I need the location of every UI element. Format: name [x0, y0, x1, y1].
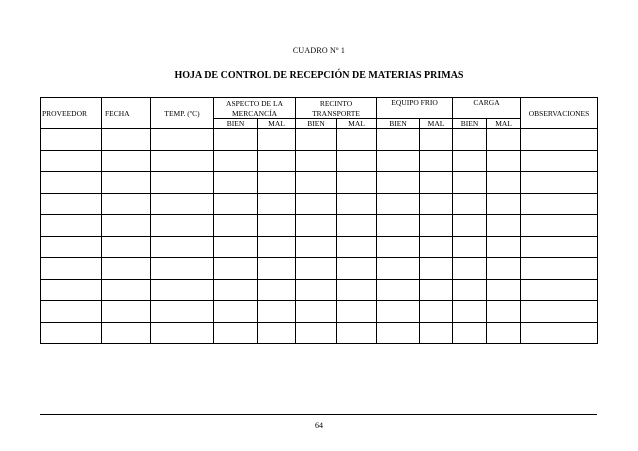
table-cell[interactable]	[420, 236, 453, 258]
table-cell[interactable]	[41, 215, 102, 237]
table-cell[interactable]	[41, 129, 102, 151]
table-cell[interactable]	[487, 215, 521, 237]
table-cell[interactable]	[453, 258, 487, 280]
table-cell[interactable]	[258, 172, 296, 194]
table-cell[interactable]	[521, 236, 598, 258]
table-cell[interactable]	[377, 193, 420, 215]
table-cell[interactable]	[337, 258, 377, 280]
table-row	[41, 258, 598, 280]
table-cell[interactable]	[102, 172, 151, 194]
table-cell[interactable]	[337, 322, 377, 344]
table-cell[interactable]	[337, 301, 377, 323]
table-cell[interactable]	[258, 215, 296, 237]
table-cell[interactable]	[151, 236, 214, 258]
table-cell[interactable]	[453, 236, 487, 258]
table-cell[interactable]	[151, 129, 214, 151]
header-proveedor: PROVEEDOR	[41, 98, 102, 129]
table-cell[interactable]	[453, 301, 487, 323]
table-cell[interactable]	[420, 322, 453, 344]
table-cell[interactable]	[102, 215, 151, 237]
header-recinto-mal: MAL	[337, 119, 377, 129]
table-cell[interactable]	[337, 215, 377, 237]
table-cell[interactable]	[258, 258, 296, 280]
table-cell[interactable]	[420, 172, 453, 194]
table-cell[interactable]	[377, 150, 420, 172]
table-cell[interactable]	[487, 322, 521, 344]
table-cell[interactable]	[214, 215, 258, 237]
table-cell[interactable]	[214, 236, 258, 258]
table-row	[41, 215, 598, 237]
table-cell[interactable]	[487, 279, 521, 301]
table-cell[interactable]	[521, 301, 598, 323]
table-cell[interactable]	[258, 301, 296, 323]
table-cell[interactable]	[151, 279, 214, 301]
table-cell[interactable]	[377, 236, 420, 258]
header-aspecto-mal: MAL	[258, 119, 296, 129]
table-cell[interactable]	[258, 150, 296, 172]
header-temp: TEMP. (ºC)	[151, 98, 214, 129]
table-cell[interactable]	[296, 236, 337, 258]
table-cell[interactable]	[258, 322, 296, 344]
table-cell[interactable]	[420, 279, 453, 301]
table-cell[interactable]	[102, 301, 151, 323]
table-cell[interactable]	[420, 215, 453, 237]
table-cell[interactable]	[102, 236, 151, 258]
header-carga-bien: BIEN	[453, 119, 487, 129]
table-cell[interactable]	[377, 301, 420, 323]
table-row	[41, 193, 598, 215]
table-cell[interactable]	[337, 129, 377, 151]
header-aspecto-line1: ASPECTO DE LA	[214, 98, 296, 109]
table-cell[interactable]	[258, 279, 296, 301]
table-cell[interactable]	[151, 215, 214, 237]
table-cell[interactable]	[521, 129, 598, 151]
table-cell[interactable]	[377, 279, 420, 301]
table-row	[41, 172, 598, 194]
table-cell[interactable]	[521, 150, 598, 172]
table-cell[interactable]	[487, 193, 521, 215]
table-cell[interactable]	[151, 258, 214, 280]
table-cell[interactable]	[102, 279, 151, 301]
table-row	[41, 279, 598, 301]
table-cell[interactable]	[102, 129, 151, 151]
table-cell[interactable]	[41, 301, 102, 323]
table-cell[interactable]	[296, 193, 337, 215]
table-cell[interactable]	[151, 172, 214, 194]
table-cell[interactable]	[453, 129, 487, 151]
table-cell[interactable]	[337, 193, 377, 215]
header-recinto-bien: BIEN	[296, 119, 337, 129]
table-cell[interactable]	[420, 129, 453, 151]
table-cell[interactable]	[521, 172, 598, 194]
table-row	[41, 301, 598, 323]
header-carga: CARGA	[453, 98, 521, 119]
table-cell[interactable]	[214, 279, 258, 301]
page-number: 64	[315, 421, 323, 430]
header-recinto-line2: TRANSPORTE	[296, 108, 377, 119]
table-cell[interactable]	[420, 150, 453, 172]
footer-rule	[40, 414, 597, 415]
table-cell[interactable]	[377, 215, 420, 237]
table-cell[interactable]	[296, 215, 337, 237]
table-cell[interactable]	[41, 322, 102, 344]
header-equipo-frio: EQUIPO FRIO	[377, 98, 453, 119]
table-cell[interactable]	[453, 172, 487, 194]
table-cell[interactable]	[453, 322, 487, 344]
table-cell[interactable]	[41, 279, 102, 301]
table-cell[interactable]	[102, 258, 151, 280]
table-cell[interactable]	[377, 322, 420, 344]
table-caption: CUADRO Nº 1	[292, 46, 346, 55]
table-row	[41, 236, 598, 258]
table-cell[interactable]	[337, 236, 377, 258]
table-cell[interactable]	[214, 193, 258, 215]
table-cell[interactable]	[151, 322, 214, 344]
table-cell[interactable]	[377, 258, 420, 280]
document-title: HOJA DE CONTROL DE RECEPCIÓN DE MATERIAS PRIMAS	[174, 70, 464, 81]
table-cell[interactable]	[151, 193, 214, 215]
table-cell[interactable]	[258, 129, 296, 151]
table-cell[interactable]	[151, 301, 214, 323]
header-equipo-mal: MAL	[420, 119, 453, 129]
table-cell[interactable]	[41, 258, 102, 280]
table-cell[interactable]	[420, 258, 453, 280]
table-cell[interactable]	[453, 150, 487, 172]
table-cell[interactable]	[214, 322, 258, 344]
header-recinto-line1: RECINTO	[296, 98, 377, 109]
table-cell[interactable]	[214, 172, 258, 194]
header-fecha: FECHA	[102, 98, 151, 129]
table-cell[interactable]	[296, 150, 337, 172]
table-cell[interactable]	[41, 172, 102, 194]
table-cell[interactable]	[487, 236, 521, 258]
table-cell[interactable]	[420, 301, 453, 323]
table-cell[interactable]	[296, 301, 337, 323]
table-cell[interactable]	[41, 236, 102, 258]
table-cell[interactable]	[102, 150, 151, 172]
table-cell[interactable]	[214, 129, 258, 151]
table-cell[interactable]	[214, 301, 258, 323]
table-cell[interactable]	[296, 129, 337, 151]
table-row	[41, 150, 598, 172]
table-cell[interactable]	[521, 193, 598, 215]
table-cell[interactable]	[487, 129, 521, 151]
table-cell[interactable]	[521, 322, 598, 344]
table-cell[interactable]	[377, 129, 420, 151]
table-cell[interactable]	[487, 150, 521, 172]
table-cell[interactable]	[296, 258, 337, 280]
table-cell[interactable]	[487, 258, 521, 280]
table-cell[interactable]	[453, 279, 487, 301]
reception-control-table	[40, 97, 598, 344]
table-cell[interactable]	[487, 301, 521, 323]
table-cell[interactable]	[453, 215, 487, 237]
table-cell[interactable]	[41, 150, 102, 172]
table-cell[interactable]	[258, 236, 296, 258]
table-cell[interactable]	[337, 172, 377, 194]
table-cell[interactable]	[151, 150, 214, 172]
table-cell[interactable]	[41, 193, 102, 215]
header-carga-mal: MAL	[487, 119, 521, 129]
table-row	[41, 322, 598, 344]
header-observaciones: OBSERVACIONES	[521, 98, 598, 129]
table-cell[interactable]	[296, 279, 337, 301]
table-cell[interactable]	[377, 172, 420, 194]
table-cell[interactable]	[258, 193, 296, 215]
table-cell[interactable]	[214, 150, 258, 172]
table-cell[interactable]	[296, 322, 337, 344]
table-cell[interactable]	[296, 172, 337, 194]
table-cell[interactable]	[337, 150, 377, 172]
header-aspecto-bien: BIEN	[214, 119, 258, 129]
table-cell[interactable]	[521, 258, 598, 280]
table-cell[interactable]	[337, 279, 377, 301]
header-aspecto-line2: MERCANCÍA	[214, 108, 296, 119]
table-cell[interactable]	[214, 258, 258, 280]
table-cell[interactable]	[521, 215, 598, 237]
table-cell[interactable]	[487, 172, 521, 194]
table-cell[interactable]	[521, 279, 598, 301]
table-cell[interactable]	[420, 193, 453, 215]
table-cell[interactable]	[102, 193, 151, 215]
header-equipo-bien: BIEN	[377, 119, 420, 129]
table-row	[41, 129, 598, 151]
table-cell[interactable]	[102, 322, 151, 344]
table-cell[interactable]	[453, 193, 487, 215]
